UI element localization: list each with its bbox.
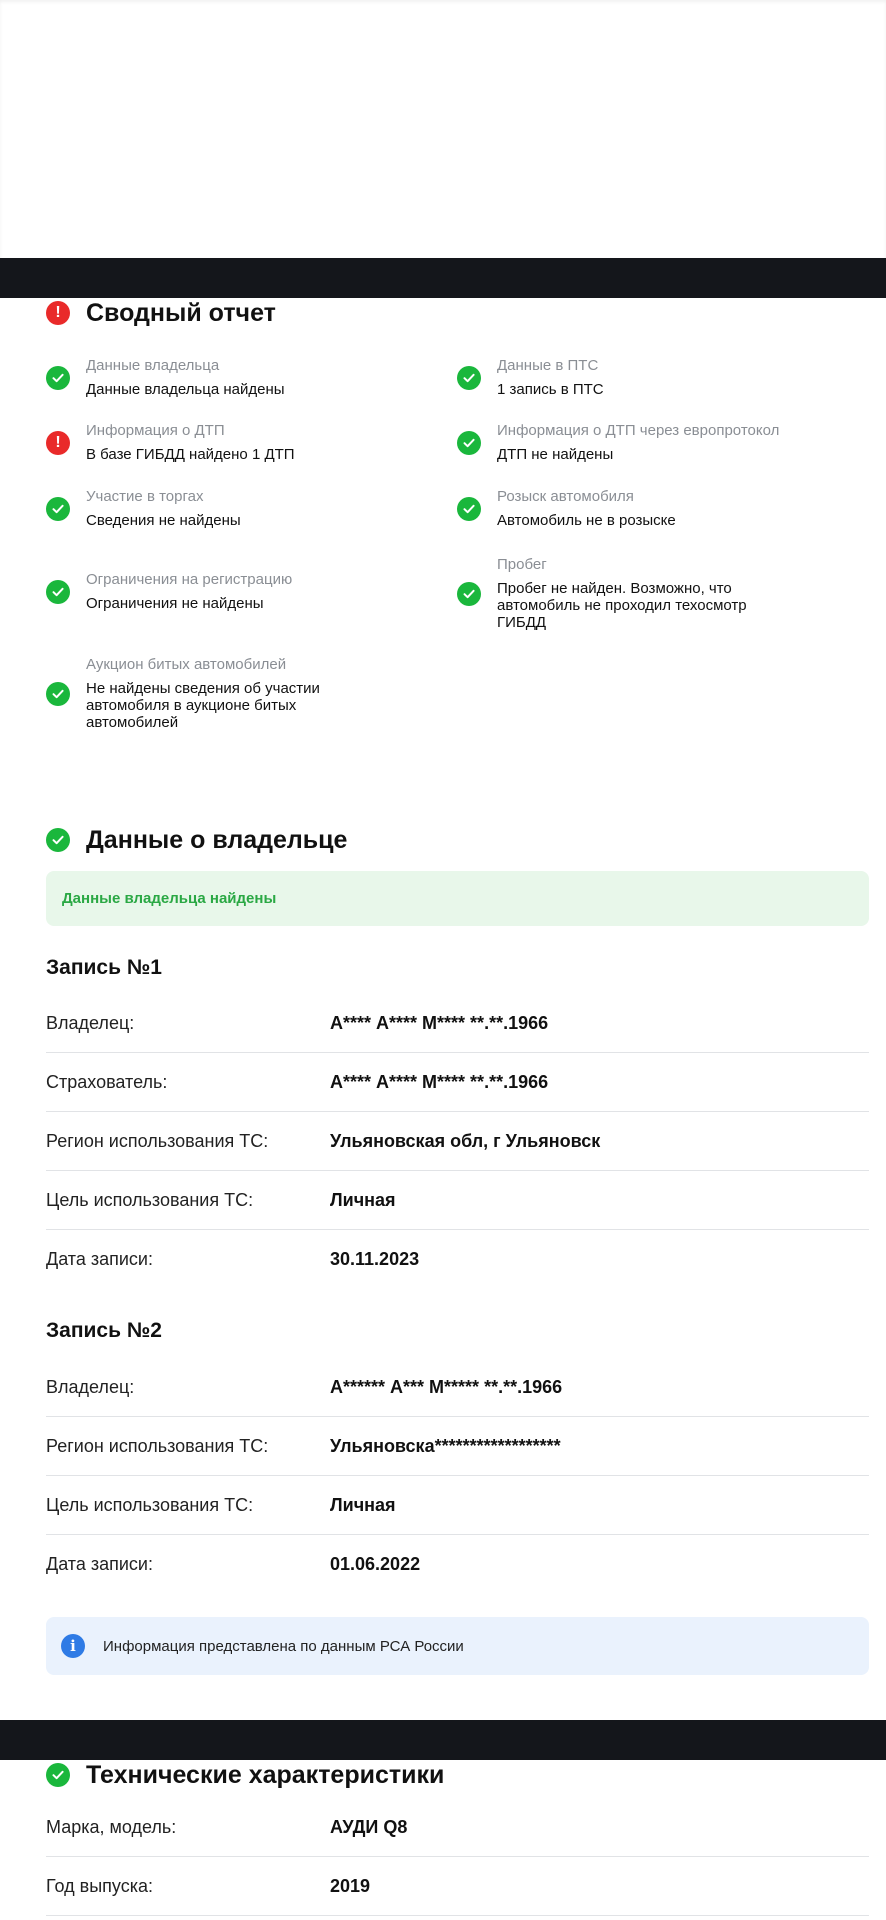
row-key: Дата записи:: [46, 1249, 153, 1269]
summary-title: Сводный отчет: [86, 298, 276, 327]
tech-row: [46, 1798, 869, 1857]
check-icon: [46, 497, 70, 521]
check-icon: [457, 366, 481, 390]
record-row: [46, 1230, 869, 1289]
row-value: 30.11.2023: [330, 1249, 420, 1269]
summary-item-label: Пробег: [497, 556, 547, 573]
summary-item-label: Данные в ПТС: [497, 357, 599, 374]
summary-item-owner: [46, 357, 285, 398]
record-row: [46, 994, 869, 1053]
record-row: [46, 1476, 869, 1535]
summary-item-europrotocol: [457, 422, 779, 463]
summary-item-mileage: [457, 556, 787, 631]
summary-item-label: Розыск автомобиля: [497, 488, 634, 505]
summary-item-value: Не найдены сведения об участии автомобиля в аукционе битых автомобилей: [86, 680, 320, 731]
check-icon: [46, 580, 70, 604]
row-value: Ульяновская обл, г Ульяновск: [330, 1130, 601, 1151]
row-value: 01.06.2022: [330, 1554, 421, 1574]
record-title: Запись №1: [46, 956, 162, 979]
summary-item-auctions: [46, 488, 241, 529]
row-key: Цель использования ТС:: [46, 1189, 254, 1210]
record-row: [46, 1053, 869, 1112]
check-icon: [457, 497, 481, 521]
owner-title: Данные о владельце: [86, 825, 348, 854]
summary-item-value: В базе ГИБДД найдено 1 ДТП: [86, 446, 295, 463]
row-value: АУДИ Q8: [330, 1816, 408, 1837]
summary-item-value: 1 запись в ПТС: [497, 381, 604, 398]
summary-item-wanted: [457, 488, 676, 529]
row-key: Цель использования ТС:: [46, 1494, 254, 1515]
row-value: А****** А*** М***** **.**.1966: [330, 1376, 563, 1397]
summary-item-label: Информация о ДТП через европротокол: [497, 422, 780, 439]
rsa-info-text: Информация представлена по данным РСА России: [103, 1637, 464, 1655]
row-key: Марка, модель:: [46, 1816, 177, 1837]
summary-item-value: Сведения не найдены: [86, 512, 241, 529]
summary-item-label: Ограничения на регистрацию: [86, 571, 293, 588]
summary-item-restrictions: [46, 571, 292, 612]
check-icon: [457, 431, 481, 455]
summary-item-value: ДТП не найдены: [497, 446, 614, 463]
row-key: Владелец:: [46, 1012, 135, 1033]
check-icon: [46, 366, 70, 390]
row-value: Ульяновска******************: [330, 1435, 561, 1456]
owner-header: [46, 823, 347, 857]
summary-item-label: Аукцион битых автомобилей: [86, 656, 287, 673]
rsa-info-banner: [46, 1617, 869, 1675]
summary-item-accidents: [46, 422, 295, 463]
record-row: [46, 1171, 869, 1230]
summary-item-label: Участие в торгах: [86, 488, 204, 505]
info-icon: i: [61, 1634, 85, 1658]
row-value: Личная: [330, 1494, 396, 1515]
exclamation-icon: !: [46, 431, 70, 455]
row-key: Регион использования ТС:: [46, 1435, 269, 1456]
row-value: Личная: [330, 1189, 396, 1210]
check-icon: [46, 1763, 70, 1787]
record-row: [46, 1535, 869, 1594]
row-value: А**** А**** М**** **.**.1966: [330, 1012, 549, 1033]
record-row: [46, 1112, 869, 1171]
owner-found-banner: Данные владельца найдены: [46, 871, 869, 926]
summary-item-value: Пробег не найден. Возможно, что автомобиль не проходил техосмотр ГИБДД: [497, 580, 747, 631]
row-value: А**** А**** М**** **.**.1966: [330, 1071, 549, 1092]
record-row: [46, 1358, 869, 1417]
check-icon: [46, 828, 70, 852]
exclamation-icon: !: [46, 301, 70, 325]
row-key: Страхователь:: [46, 1071, 168, 1092]
check-icon: [457, 582, 481, 606]
summary-item-label: Информация о ДТП: [86, 422, 225, 439]
record-row: [46, 1417, 869, 1476]
section-divider-bar: [0, 1720, 886, 1760]
summary-item-pts: [457, 357, 604, 398]
row-key: Регион использования ТС:: [46, 1130, 269, 1151]
summary-item-value: Автомобиль не в розыске: [497, 512, 676, 529]
summary-item-value: Ограничения не найдены: [86, 595, 264, 612]
tech-row: [46, 1857, 869, 1916]
blank-header-area: [0, 0, 886, 258]
row-value: 2019: [330, 1875, 371, 1896]
section-divider-bar: [0, 258, 886, 298]
record-title: Запись №2: [46, 1319, 162, 1342]
summary-item-damaged-auction: [46, 656, 356, 731]
summary-item-label: Данные владельца: [86, 357, 220, 374]
summary-header: [46, 296, 276, 330]
summary-item-value: Данные владельца найдены: [86, 381, 285, 398]
row-key: Год выпуска:: [46, 1875, 153, 1896]
tech-header: [46, 1758, 444, 1792]
row-key: Дата записи:: [46, 1554, 153, 1574]
tech-title: Технические характеристики: [86, 1760, 445, 1789]
row-key: Владелец:: [46, 1376, 135, 1397]
check-icon: [46, 682, 70, 706]
